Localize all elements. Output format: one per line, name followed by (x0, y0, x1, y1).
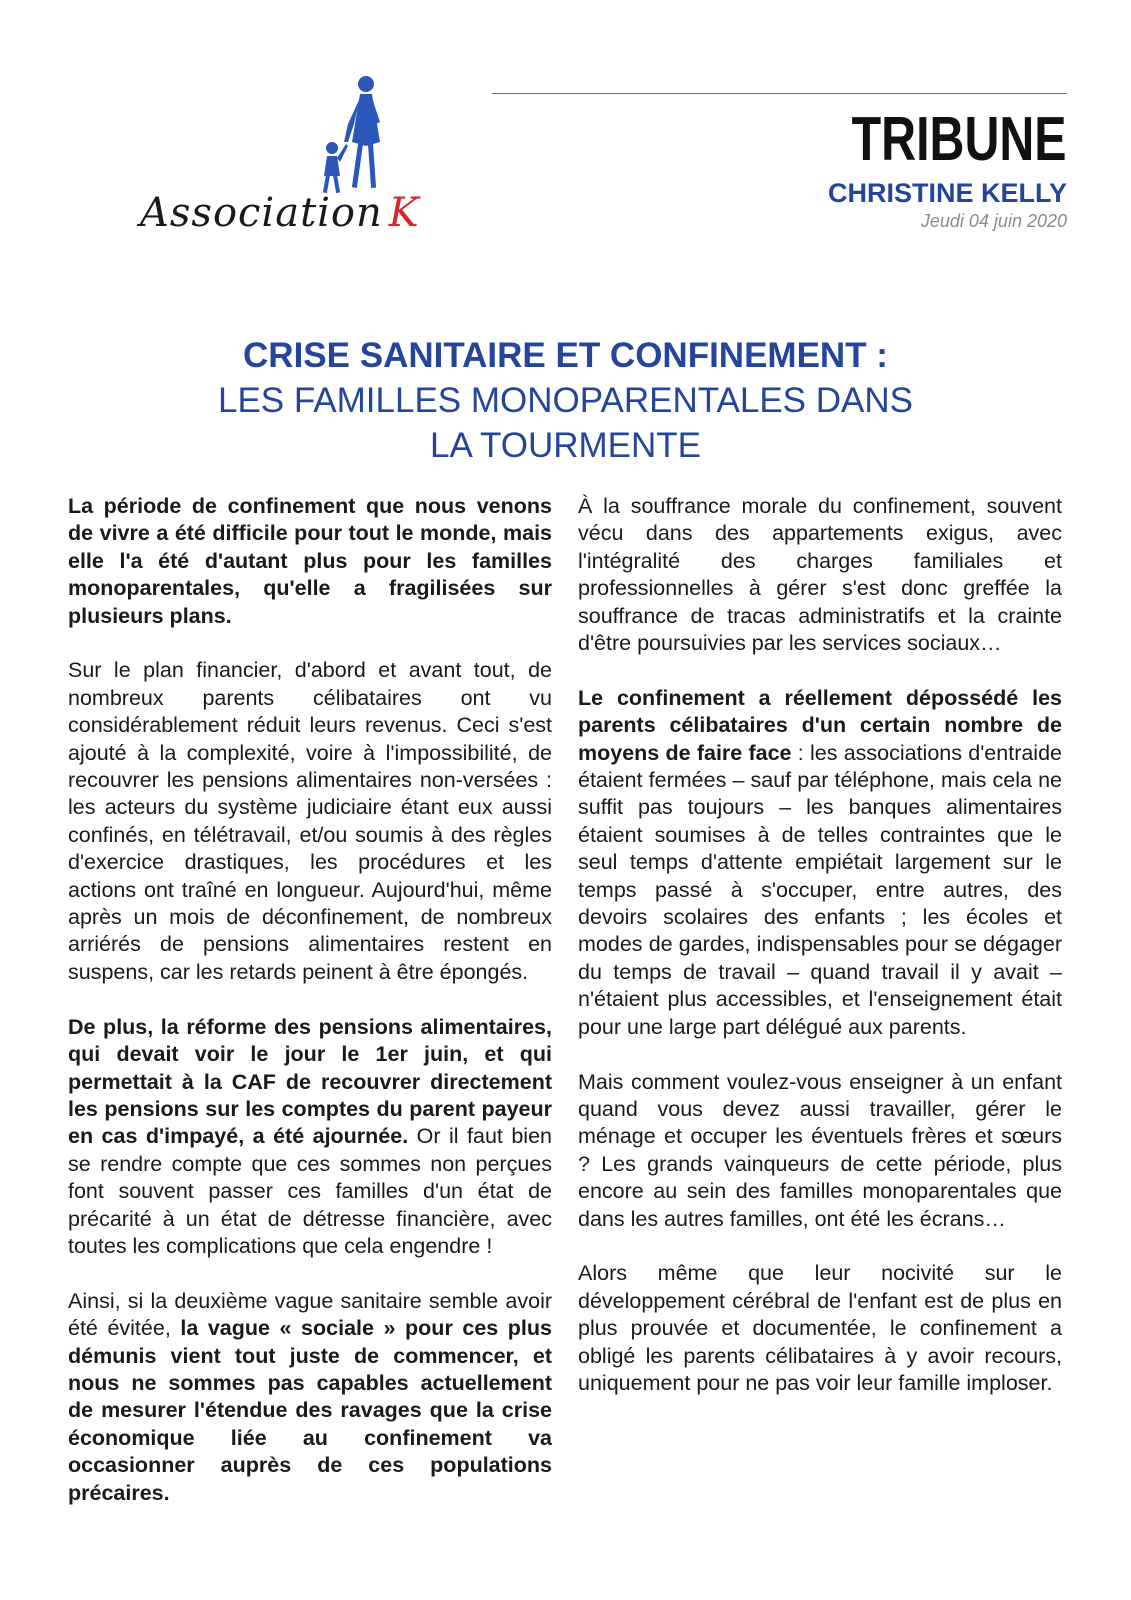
paragraph-text: Ainsi, si la deuxième vague sanitaire semble avoir été évitée, (68, 1288, 552, 1341)
paragraph (68, 1014, 552, 1261)
title-line-2: LES FAMILLES MONOPARENTALES DANS (217, 381, 913, 420)
mother-child-icon (320, 72, 410, 197)
paragraph-bold: la vague « sociale » pour ces plus démunis vient tout juste de commencer, et nous ne sommes pas capables actuellement de mesurer l'étendue des ravages que la crise économique liée au confinement va occasionner auprès de ces populations précaires. (68, 1316, 552, 1505)
logo-name: Association (140, 190, 383, 236)
paragraph: Mais comment voulez-vous enseigner à un enfant quand vous devez aussi travailler, gérer le ménage et occuper les éventuels frères et sœurs ? Les grands vainqueurs de cette période, plus encore au sein des familles monoparentales que dans les autres familles, ont été les écrans… (578, 1069, 1062, 1231)
title-line-1: CRISE SANITAIRE ET CONFINEMENT : (243, 336, 888, 375)
logo-k-letter: K (388, 190, 420, 236)
header-rule (492, 93, 1067, 94)
publication-date: Jeudi 04 juin 2020 (920, 211, 1067, 231)
paragraph: Alors même que leur nocivité sur le développement cérébral de l'enfant est de plus en plus prouvée et documentée, le confinement a obligé les parents célibataires à y avoir recours, uniquement pour ne pas voir leur famille imploser. (578, 1261, 1062, 1395)
paragraph (578, 685, 1062, 1041)
paragraph: La période de confinement que nous venons de vivre a été difficile pour tout le monde, mais elle l'a été d'autant plus pour les familles monoparentales, qu'elle a fragilisées sur plusieurs plans. (68, 494, 552, 628)
right-column (578, 493, 1062, 1425)
paragraph-text: : les associations d'entraide étaient fermées – sauf par téléphone, mais cela ne suffit pas toujours – les banques alimentaires étaient soumises à de telles contraintes que le seul temps d'attente empiétait largement sur le temps passé à s'occuper, entre autres, des devoirs scolaires des enfants ; les écoles et modes de gardes, indispensables pour se dégager du temps de travail – quand travail il y avait – n'étaient plus accessibles, et l'enseignement était pour une large part délégué aux parents. (578, 740, 1062, 1039)
left-column (68, 493, 552, 1534)
paragraph: Sur le plan financier, d'abord et avant tout, de nombreux parents célibataires ont vu considérablement réduit leurs revenus. Ceci s'est ajouté à la complexité, voire à l'impossibilité, de recouvrer les pensions alimentaires non-versées : les acteurs du système judiciaire étant eux aussi confinés, en télétravail, et/ou soumis à des règles d'exercice drastiques, les procédures et les actions ont traîné en longueur. Aujourd'hui, même après un mois de déconfinement, de nombreux arriérés de pensions alimentaires restent en suspens, car les retards peinent à être épongés. (68, 658, 552, 984)
paragraph-text: Or il faut bien se rendre compte que ces sommes non perçues font souvent passer ces familles d'un état de précarité à un état de détresse financière, avec toutes les complications que cela engendre ! (68, 1124, 552, 1258)
title-line-3: LA TOURMENTE (430, 426, 701, 465)
header-block (791, 105, 1067, 232)
section-label: TRIBUNE (852, 105, 1067, 174)
paragraph-bold: Le confinement a réellement dépossédé les parents célibataires d'un certain nombre de moyens de faire face (578, 685, 1062, 765)
article-title (0, 333, 1131, 468)
paragraph (68, 1288, 552, 1507)
paragraph: À la souffrance morale du confinement, souvent vécu dans des appartements exigus, avec l'intégralité des charges familiales et professionnelles à gérer s'est donc greffée la souffrance de tracas administratifs et la crainte d'être poursuivies par les services sociaux… (578, 494, 1062, 656)
author-name: CHRISTINE KELLY (827, 178, 1067, 208)
association-logo (130, 72, 430, 252)
paragraph-bold: De plus, la réforme des pensions alimentaires, qui devait voir le jour le 1er juin, et qui permettait à la CAF de recouvrer directement les pensions sur les comptes du parent payeur en cas d'impayé, a été ajournée. (68, 1014, 552, 1149)
logo-wordmark (140, 190, 420, 236)
